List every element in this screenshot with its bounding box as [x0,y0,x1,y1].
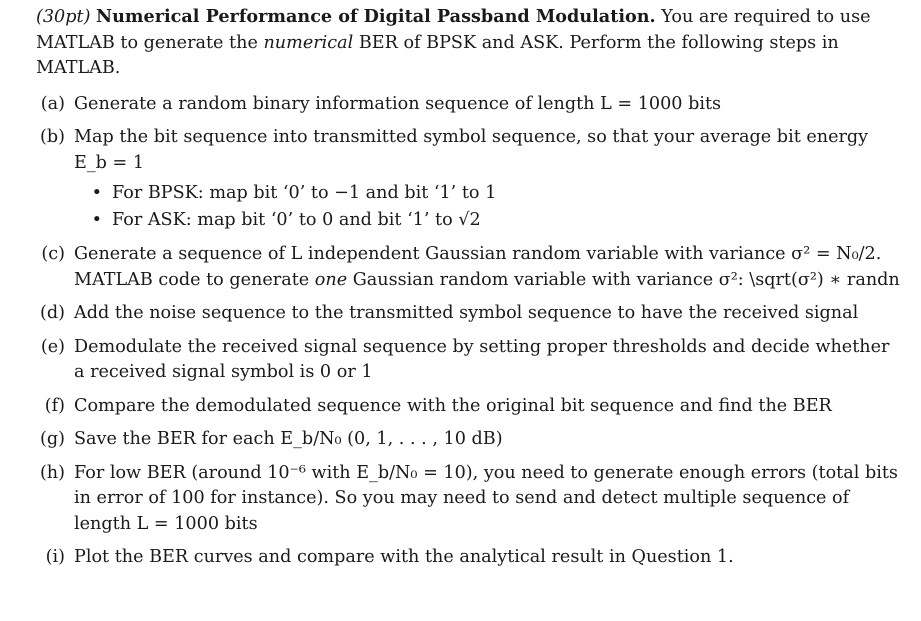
bullet-icon: • [91,183,102,203]
bullet-text: For ASK: map bit ‘0’ to 0 and bit ‘1’ to √2 [112,209,481,230]
step-text: Plot the BER curves and compare with the analytical result in Question 1. [74,547,734,567]
step-label: (h) [39,462,65,483]
step-text: For low BER (around 10⁻⁶ with E_b/N₀ = 10), you need to generate enough errors (total bits in error of 100 for instance). So you may need to send and detect multiple sequence of length L = 1000 bits [74,462,898,534]
step-label: (c) [41,244,65,264]
step-item [10,545,903,571]
step-item [10,427,903,453]
steps-list [10,92,903,571]
question-number [10,5,36,31]
step-text-cont: Gaussian random variable with variance σ²: \sqrt(σ²) ∗ randn [352,269,900,290]
step-text: Demodulate the received signal sequence by setting proper thresholds and decide whether a received signal symbol is 0 or 1 [74,336,890,382]
step-item [10,92,903,118]
step-item [10,335,903,386]
step-label: (e) [40,336,65,357]
intro-text-1: You are required to use MATLAB to generate the [36,7,871,53]
step-item [10,242,903,293]
step-label: (b) [40,127,65,147]
question-title: Numerical Performance of Digital Passband Modulation. [96,6,656,27]
step-item [10,301,903,327]
step-label: (d) [40,303,65,323]
step-item [10,125,903,234]
step-label: (f) [44,395,65,416]
step-text: Save the BER for each E_b/N₀ (0, 1, . . . , 10 dB) [74,429,503,449]
step-text: Generate a sequence of L independent Gaussian random variable with variance σ² = N₀/2. MATLAB code to generate [74,244,882,290]
step-item [10,461,903,538]
step-label: (i) [45,547,65,567]
bullet-item [74,208,903,234]
bullet-text: For BPSK: map bit ‘0’ to −1 and bit ‘1’ to 1 [112,183,497,203]
step-item [10,394,903,420]
step-emphasis: one [314,269,348,290]
question-points: (30pt) [36,7,91,27]
step-text: Map the bit sequence into transmitted symbol sequence, so that your average bit energy E_b = 1 [74,127,869,173]
intro-text-2: BER of BPSK and ASK. Perform the following steps in MATLAB. [36,32,839,78]
step-text: Generate a random binary information sequence of length L = 1000 bits [74,93,722,114]
question-intro [10,4,903,82]
intro-emphasis: numerical [263,32,354,53]
bullet-icon: • [91,209,102,230]
bullet-item [74,181,903,207]
bullet-list [74,181,903,233]
step-text: Add the noise sequence to the transmitted symbol sequence to have the received signal [74,303,859,323]
question-block [10,4,903,82]
step-text: Compare the demodulated sequence with the original bit sequence and find the BER [74,395,832,416]
step-label: (a) [40,93,65,114]
step-label: (g) [40,429,65,449]
